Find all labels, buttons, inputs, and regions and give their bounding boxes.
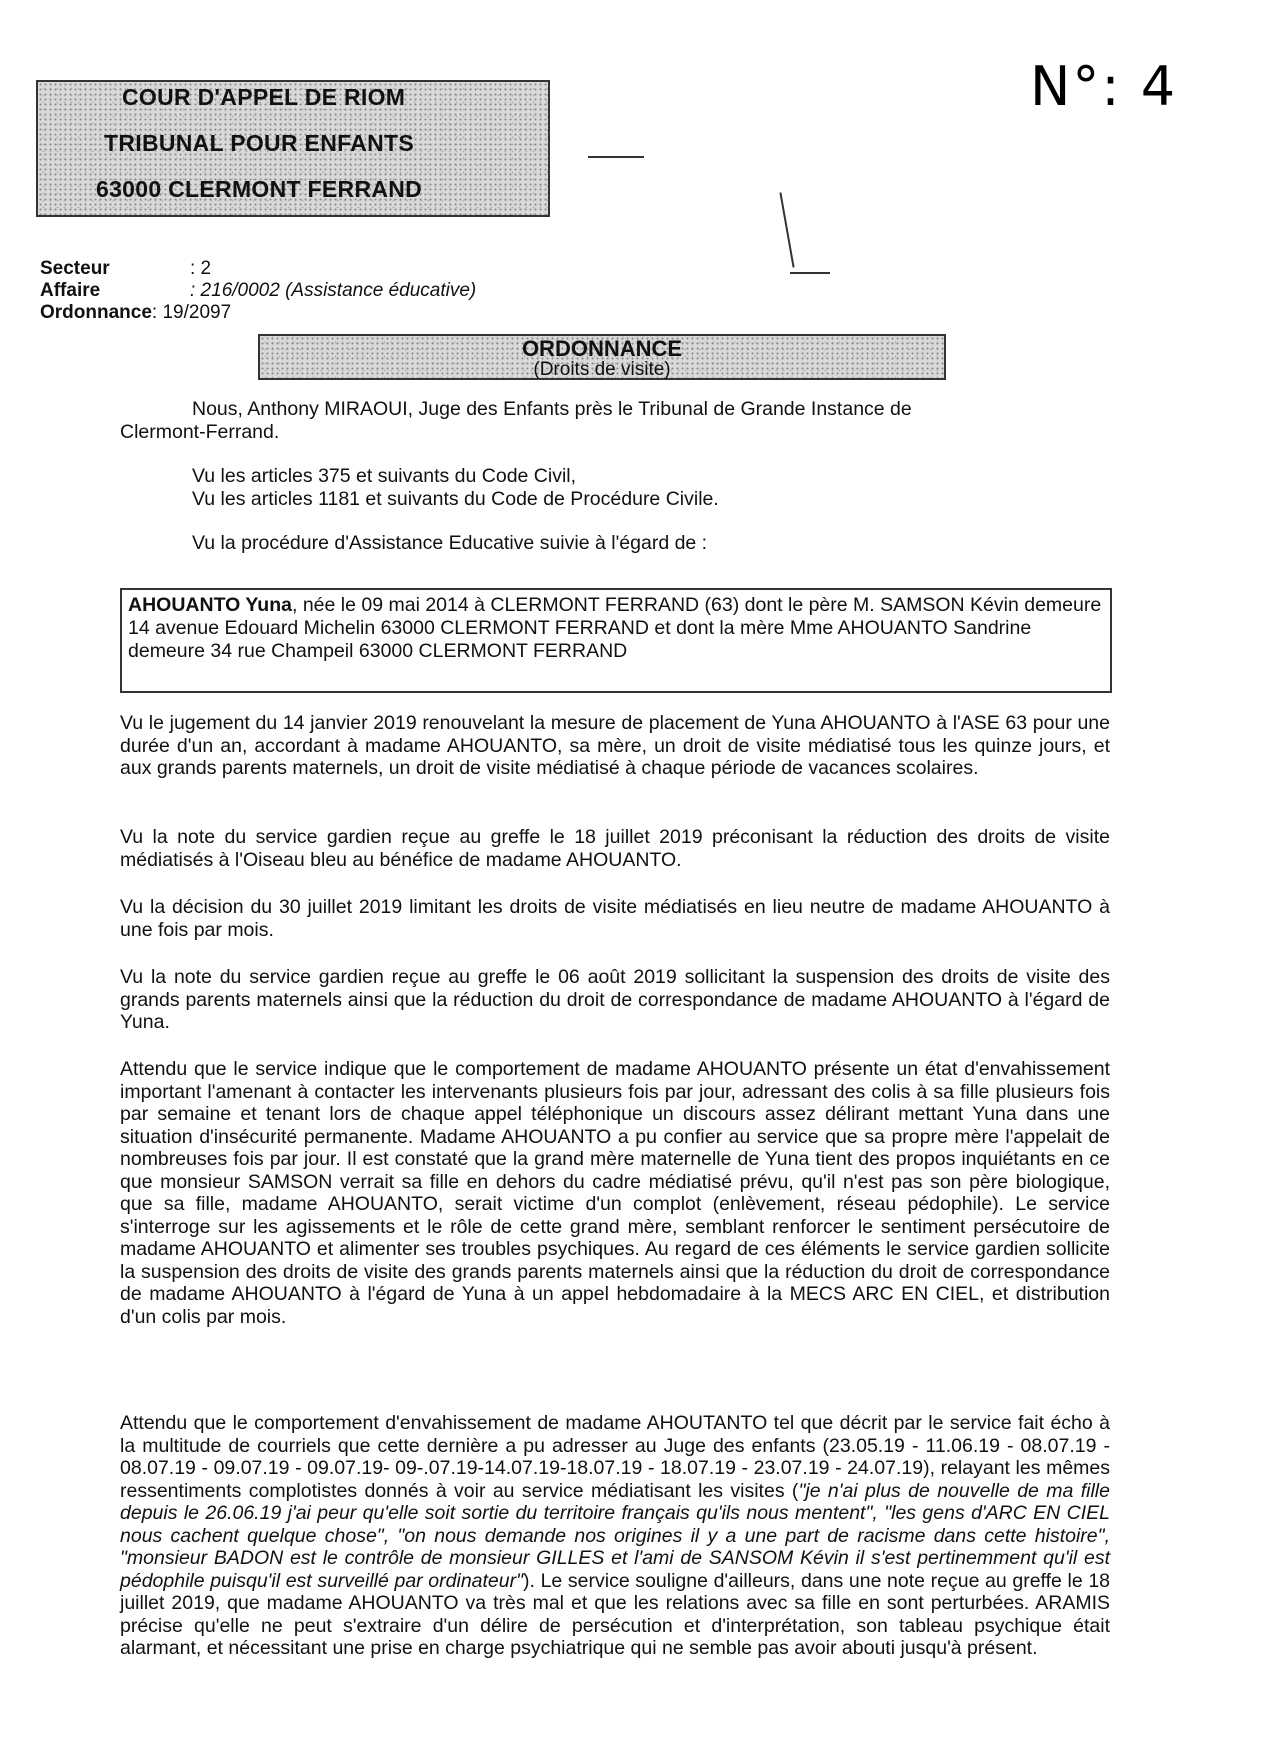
ordonnance-label: Ordonnance [40,302,152,323]
court-name: COUR D'APPEL DE RIOM [122,84,406,110]
handwritten-case-number: N°: 4 [1030,55,1178,118]
paragraph-text-part-1: Attendu que le comportement d'envahissement de madame AHOUTANTO tel que décrit par le service fait écho à la multitude de courriels que cette dernière a pu adresser au Juge des enfants (23.05.19 - 11.06.19 - 08.07.19 - 08.07.19 - 09.07.19 - 09.07.19- 09-.07.19-14.07.19-18.07.19 - 18.07.19 - 23.07.19 - 24.07.19), relayant les mêmes ressentiments complotistes donnés à voir au service médiatisant les visites ( [120,1412,1110,1502]
paragraph-text: Vu la note du service gardien reçue au greffe le 18 juillet 2019 préconisant la réduction des droits de visite médiatisés à l'Oiseau bleu au bénéfice de madame AHOUANTO. [120,826,1110,871]
affaire-value: : 216/0002 (Assistance éducative) [190,280,477,301]
paragraph-decision-30-juillet [120,896,1110,941]
case-metadata [40,258,476,324]
court-header-box [36,80,550,217]
paragraph-attendu-2 [120,1412,1110,1660]
vu-code-procedure: Vu les articles 1181 et suivants du Code de Procédure Civile. [192,487,719,510]
stray-mark [588,156,644,158]
secteur-label: Secteur [40,258,110,279]
document-subtitle: (Droits de visite) [533,359,671,380]
tribunal-name: TRIBUNAL POUR ENFANTS [104,130,414,156]
vu-code-civil: Vu les articles 375 et suivants du Code Civil, [192,465,577,487]
paragraph-note-06-aout [120,966,1110,1034]
minor-identity-box [120,588,1112,693]
intro-block [120,398,1110,555]
ordonnance-title-box [258,334,946,380]
paragraph-jugement [120,712,1110,780]
quoted-emails: "je n'ai plus de nouvelle de ma fille depuis le 26.06.19 j'ai peur qu'elle soit sortie du territoire français qu'ils nous mentent", "les gens d'ARC EN CIEL nous cachent quelque chose", "on nous demande nos origines il y a une part de racisme dans cette histoire", "monsieur BADON est le contrôle de monsieur GILLES et l'ami de SANSOM Kévin il s'est pertinemment qu'il est pédophile puisqu'il est surveillé par ordinateur" [120,1479,1110,1592]
paragraph-text: Attendu que le service indique que le comportement de madame AHOUANTO présente un état d'envahissement important l'amenant à contacter les intervenants plusieurs fois par jour, adressant des colis à sa fille plusieurs fois par semaine et tenant lors de chaque appel téléphonique un discours assez délirant mettant Yuna dans une situation d'insécurité permanente. Madame AHOUANTO a pu confier au service que sa propre mère l'appelait de nombreuses fois par jour. Il est constaté que la grand mère maternelle de Yuna tient des propos inquiétants en ce que monsieur SAMSON verrait sa fille en dehors du cadre médiatisé prévu, qu'il n'est pas son père biologique, que sa fille, madame AHOUANTO, serait victime d'un complot (enlèvement, réseau pédophile). Le service s'interroge sur les agissements et le rôle de cette grand mère, semblant renforcer le sentiment persécutoire de madame AHOUANTO et alimenter ses troubles psychiques. Au regard de ces éléments le service gardien sollicite la suspension des droits de visite des grands parents maternels ainsi que la réduction du droit de correspondance de madame AHOUANTO à l'égard de Yuna à un appel hebdomadaire à la MECS ARC EN CIEL, et distribution d'un colis par mois. [120,1058,1110,1328]
intro-line-1: Nous, Anthony MIRAOUI, Juge des Enfants près le Tribunal de Grande Instance de [192,398,912,420]
document-title: ORDONNANCE [521,336,683,361]
minor-name: AHOUANTO Yuna [128,594,292,616]
paragraph-note-18-juillet [120,826,1110,871]
stray-mark [790,272,830,274]
paragraph-attendu-1 [120,1058,1110,1328]
court-address: 63000 CLERMONT FERRAND [96,176,423,202]
stray-mark [779,192,794,267]
paragraph-text-part-2: ). Le service souligne d'ailleurs, dans une note reçue au greffe le 18 juillet 2019, que madame AHOUANTO va très mal et que les relations avec sa fille en sont perturbées. ARAMIS précise qu'elle ne peut s'extraire d'un délire de persécution et d'interprétation, son tableau psychique était alarmant, et nécessitant une prise en charge psychiatrique qui ne semble pas avoir abouti jusqu'à présent. [120,1569,1111,1659]
paragraph-text: Vu la décision du 30 juillet 2019 limitant les droits de visite médiatisés en lieu neutre de madame AHOUANTO à une fois par mois. [120,896,1110,941]
vu-procedure: Vu la procédure d'Assistance Educative suivie à l'égard de : [192,532,708,554]
secteur-value: : 2 [190,258,212,279]
affaire-label: Affaire [40,280,101,301]
paragraph-text: Vu le jugement du 14 janvier 2019 renouvelant la mesure de placement de Yuna AHOUANTO à l'ASE 63 pour une durée d'un an, accordant à madame AHOUANTO, sa mère, un droit de visite médiatisé tous les quinze jours, et aux grands parents maternels, un droit de visite médiatisé à chaque période de vacances scolaires. [120,712,1110,779]
minor-details: , née le 09 mai 2014 à CLERMONT FERRAND (63) dont le père M. SAMSON Kévin demeure 14 avenue Edouard Michelin 63000 CLERMONT FERRAND et dont la mère Mme AHOUANTO Sandrine demeure 34 rue Champeil 63000 CLERMONT FERRAND [128,594,1102,662]
ordonnance-value: : 19/2097 [151,302,232,323]
intro-line-2: Clermont-Ferrand. [120,420,280,443]
paragraph-text: Vu la note du service gardien reçue au greffe le 06 août 2019 sollicitant la suspension des droits de visite des grands parents maternels ainsi que la réduction du droit de correspondance de madame AHOUANTO à l'égard de Yuna. [120,966,1110,1033]
